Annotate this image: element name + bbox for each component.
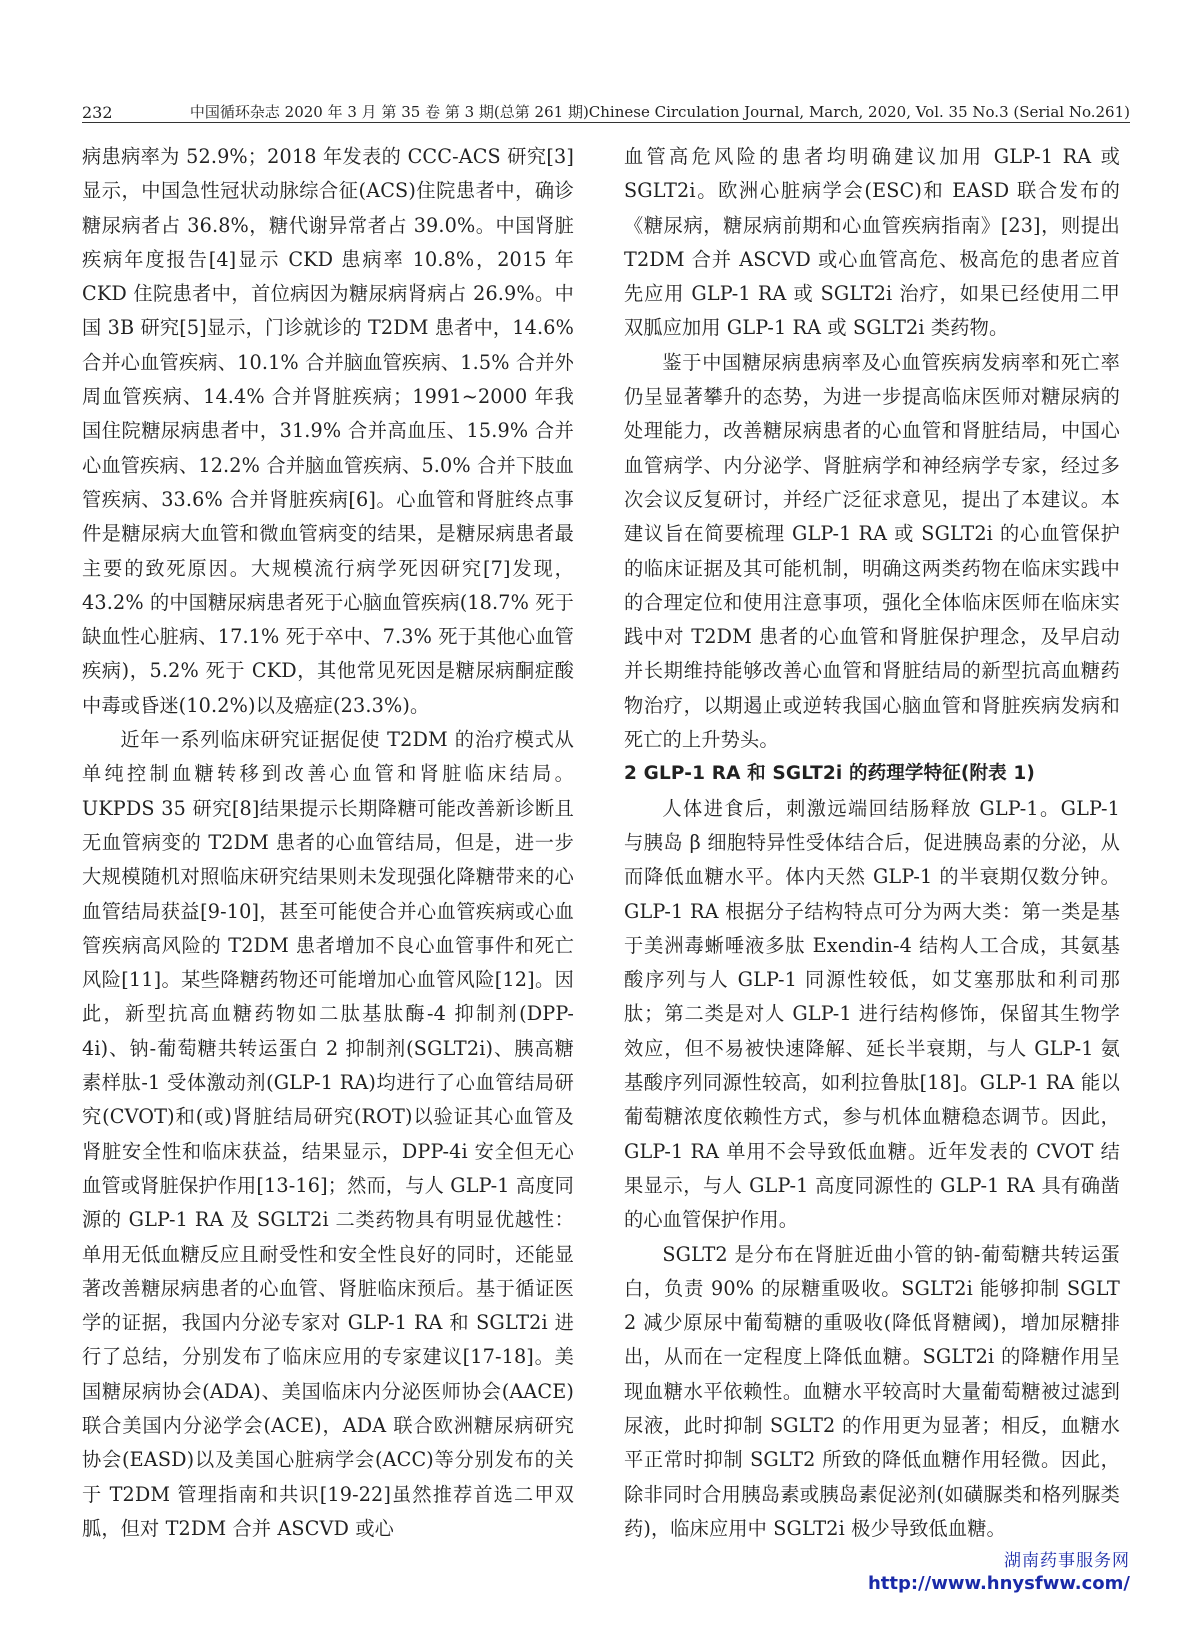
paragraph: 血管高危风险的患者均明确建议加用 GLP-1 RA 或 SGLT2i。欧洲心脏病学会(ESC)和 EASD 联合发布的《糖尿病，糖尿病前期和心血管疾病指南》[23]，则提出 T2DM 合并 ASCVD 或心血管高危、极高危的患者应首先应用 GLP-1 RA 或 SGLT2i 治疗，如果已经使用二甲双胍应加用 GLP-1 RA 或 SGLT2i 类药物。 [624,145,1120,340]
right-column [624,140,1120,1546]
watermark-url[interactable]: http://www.hnysfww.com/ [867,1573,1130,1594]
paragraph: 近年一系列临床研究证据促使 T2DM 的治疗模式从单纯控制血糖转移到改善心血管和肾脏临床结局。UKPDS 35 研究[8]结果提示长期降糖可能改善新诊断且无血管病变的 T2DM 患者的心血管结局，但是，进一步大规模随机对照临床研究结果则未发现强化降糖带来的心血管结局获益[9-10]，甚至可能使合并心血管疾病或心血管疾病高风险的 T2DM 患者增加不良心血管事件和死亡风险[11]。某些降糖药物还可能增加心血管风险[12]。因此，新型抗高血糖药物如二肽基肽酶-4 抑制剂(DPP-4i)、钠-葡萄糖共转运蛋白 2 抑制剂(SGLT2i)、胰高糖素样肽-1 受体激动剂(GLP-1 RA)均进行了心血管结局研究(CVOT)和(或)肾脏结局研究(ROT)以验证其心血管及肾脏安全性和临床获益，结果显示，DPP-4i 安全但无心血管或肾脏保护作用[13-16]；然而，与人 GLP-1 高度同源的 GLP-1 RA 及 SGLT2i 二类药物具有明显优越性：单用无低血糖反应且耐受性和安全性良好的同时，还能显著改善糖尿病患者的心血管、肾脏临床预后。基于循证医学的证据，我国内分泌专家对 GLP-1 RA 和 SGLT2i 进行了总结，分别发布了临床应用的专家建议[17-18]。美国糖尿病协会(ADA)、美国临床内分泌医师协会(AACE)联合美国内分泌学会(ACE)，ADA 联合欧洲糖尿病研究协会(EASD)以及美国心脏病学会(ACC)等分别发布的关于 T2DM 管理指南和共识[19-22]虽然推荐首选二甲双胍，但对 T2DM 合并 ASCVD 或心 [82,728,574,1540]
left-column [82,140,574,1546]
paragraph: 病患病率为 52.9%；2018 年发表的 CCC-ACS 研究[3]显示，中国急性冠状动脉综合征(ACS)住院患者中，确诊糖尿病者占 36.8%，糖代谢异常者占 39.0%。中国肾脏疾病年度报告[4]显示 CKD 患病率 10.8%，2015 年 CKD 住院患者中，首位病因为糖尿病肾病占 26.9%。中国 3B 研究[5]显示，门诊就诊的 T2DM 患者中，14.6% 合并心血管疾病、10.1% 合并脑血管疾病、1.5% 合并外周血管疾病、14.4% 合并肾脏疾病；1991~2000 年我国住院糖尿病患者中，31.9% 合并高血压、15.9% 合并心血管疾病、12.2% 合并脑血管疾病、5.0% 合并下肢血管疾病、33.6% 合并肾脏疾病[6]。心血管和肾脏终点事件是糖尿病大血管和微血管病变的结果，是糖尿病患者最主要的致死原因。大规模流行病学死因研究[7]发现，43.2% 的中国糖尿病患者死于心脑血管疾病(18.7% 死于缺血性心脏病、17.1% 死于卒中、7.3% 死于其他心血管疾病)，5.2% 死于 CKD，其他常见死因是糖尿病酮症酸中毒或昏迷(10.2%)以及癌症(23.3%)。 [82,145,574,717]
watermark-name: 湖南药事服务网 [1004,1551,1130,1571]
section-heading: 2 GLP-1 RA 和 SGLT2i 的药理学特征(附表 1) [624,763,1035,785]
site-watermark [868,1546,1130,1594]
paragraph: 鉴于中国糖尿病患病率及心血管疾病发病率和死亡率仍呈显著攀升的态势，为进一步提高临床医师对糖尿病的处理能力，改善糖尿病患者的心血管和肾脏结局，中国心血管病学、内分泌学、肾脏病学和神经病学专家，经过多次会议反复研讨，并经广泛征求意见，提出了本建议。本建议旨在简要梳理 GLP-1 RA 或 SGLT2i 的心血管保护的临床证据及其可能机制，明确这两类药物在临床实践中的合理定位和使用注意事项，强化全体临床医师在临床实践中对 T2DM 患者的心血管和肾脏保护理念，及早启动并长期维持能够改善心血管和肾脏结局的新型抗高血糖药物治疗，以期遏止或逆转我国心脑血管和肾脏疾病发病和死亡的上升势头。 [624,350,1120,752]
running-header [82,92,1130,123]
paragraph: SGLT2 是分布在肾脏近曲小管的钠-葡萄糖共转运蛋白，负责 90% 的尿糖重吸收。SGLT2i 能够抑制 SGLT 2 减少原尿中葡萄糖的重吸收(降低肾糖阈)，增加尿糖排出，从而在一定程度上降低血糖。SGLT2i 的降糖作用呈现血糖水平依赖性。血糖水平较高时大量葡萄糖被过滤到尿液，此时抑制 SGLT2 的作用更为显著；相反，血糖水平正常时抑制 SGLT2 所致的降低血糖作用轻微。因此，除非同时合用胰岛素或胰岛素促泌剂(如磺脲类和格列脲类药)，临床应用中 SGLT2i 极少导致低血糖。 [624,1242,1120,1540]
paragraph: 人体进食后，刺激远端回结肠释放 GLP-1。GLP-1 与胰岛 β 细胞特异性受体结合后，促进胰岛素的分泌，从而降低血糖水平。体内天然 GLP-1 的半衰期仅数分钟。GLP-1 RA 根据分子结构特点可分为两大类：第一类是基于美洲毒蜥唾液多肽 Exendin-4 结构人工合成，其氨基酸序列与人 GLP-1 同源性较低，如艾塞那肽和利司那肽；第二类是对人 GLP-1 进行结构修饰，保留其生物学效应，但不易被快速降解、延长半衰期，与人 GLP-1 氨基酸序列同源性较高，如利拉鲁肽[18]。GLP-1 RA 能以葡萄糖浓度依赖性方式，参与机体血糖稳态调节。因此，GLP-1 RA 单用不会导致低血糖。近年发表的 CVOT 结果显示，与人 GLP-1 高度同源性的 GLP-1 RA 具有确凿的心血管保护作用。 [624,796,1120,1232]
journal-citation: 中国循环杂志 2020 年 3 月 第 35 卷 第 3 期(总第 261 期)Chinese Circulation Journal, March, 2020, Vol. 35 No.3 (Serial No.261) [189,103,1130,121]
page-number: 232 [82,103,113,122]
